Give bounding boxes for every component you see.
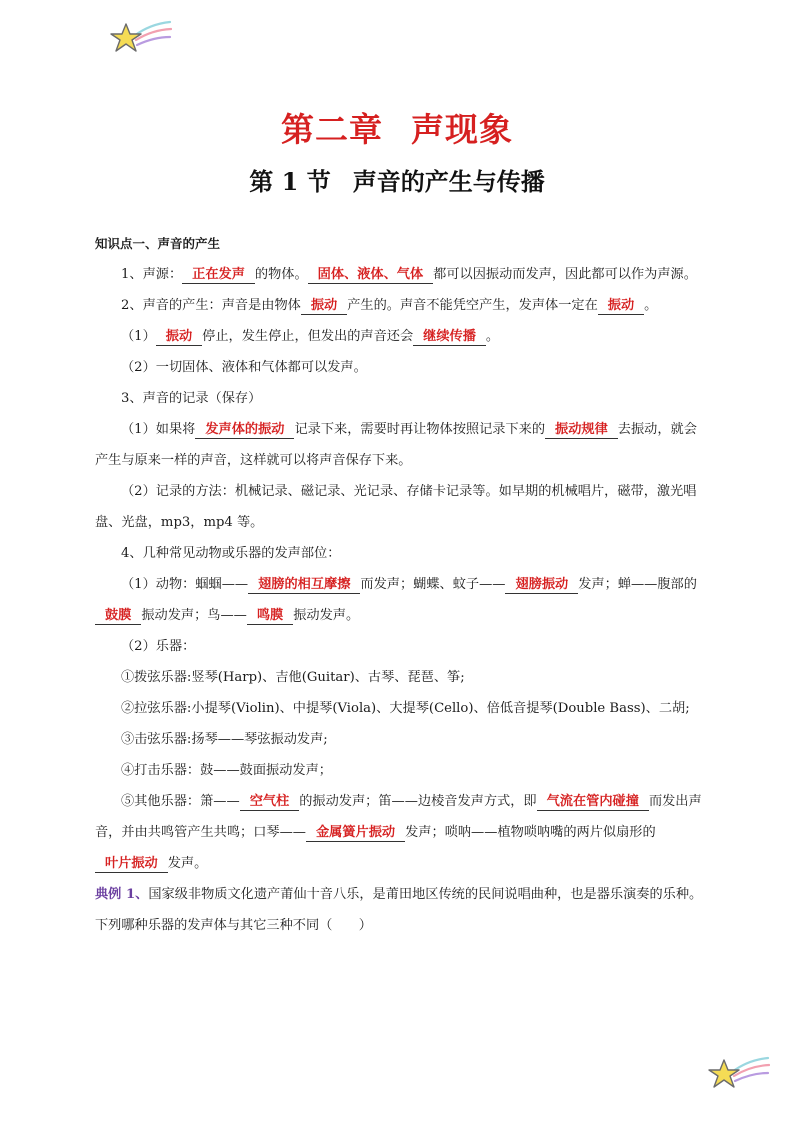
text: 。 <box>485 329 500 344</box>
text: 1、声源： <box>121 267 183 282</box>
animals-paragraph <box>95 569 703 631</box>
other-instruments-item <box>95 786 703 879</box>
text: 停止，发生停止，但发出的声音还会 <box>202 329 414 344</box>
answer-blank: 正在发声 <box>182 266 255 284</box>
answer-blank: 振动规律 <box>545 421 618 439</box>
text: 发声；唢呐——植物唢呐嘴的两片似扇形的 <box>405 825 656 840</box>
text: 振动发声；鸟—— <box>141 608 247 623</box>
answer-blank: 振动 <box>156 328 202 346</box>
answer-blank: 固体、液体、气体 <box>308 266 434 284</box>
text: 而发声；蝴蝶、蚊子—— <box>360 577 506 592</box>
text: 振动发声。 <box>293 608 360 623</box>
answer-blank: 金属簧片振动 <box>306 824 405 842</box>
recording-paragraph <box>95 414 703 476</box>
chapter-number: 第二章 <box>281 110 383 149</box>
answer-blank: 翅膀的相互摩擦 <box>248 576 360 594</box>
text: 去振动，就会产生与原来一样的声音，这样就可以将声音保存下来。 <box>95 422 697 468</box>
percussion-item: ④打击乐器：鼓——鼓面振动发声； <box>121 763 332 778</box>
text: 发声。 <box>167 856 208 871</box>
text: 2、声音的产生：声音是由物体 <box>121 298 301 313</box>
sound-recording-heading: 3、声音的记录（保存） <box>121 391 262 406</box>
text: 发声；蝉——腹部的 <box>578 577 697 592</box>
sound-production-paragraph <box>95 290 703 321</box>
vibration-stop-paragraph <box>95 321 703 352</box>
text: 都可以因振动而发声，因此都可以作为声源。 <box>433 267 697 282</box>
example-label: 典例 1、 <box>95 887 149 902</box>
example-text: 国家级非物质文化遗产莆仙十音八乐，是莆田地区传统的民间说唱曲种，也是器乐演奏的乐种。下列哪种乐器的发声体与其它三种不同（ ） <box>95 887 703 933</box>
section-title <box>0 162 794 197</box>
text: 的振动发声；笛——边棱音发声方式，即 <box>299 794 537 809</box>
all-matter-paragraph: （2）一切固体、液体和气体都可以发声。 <box>121 360 367 375</box>
plucked-strings-item: ①拨弦乐器:竖琴(Harp)、吉他(Guitar)、古琴、琵琶、筝; <box>121 670 465 685</box>
sound-source-paragraph <box>95 259 703 290</box>
answer-blank: 鸣膜 <box>247 607 293 625</box>
answer-blank: 叶片振动 <box>95 855 168 873</box>
answer-blank: 发声体的振动 <box>195 421 294 439</box>
section-number: 第 1 节 <box>249 167 331 196</box>
section-name: 声音的产生与传播 <box>352 167 545 196</box>
answer-blank: 振动 <box>598 297 644 315</box>
text: 。 <box>644 298 658 313</box>
text: （1） <box>121 329 156 344</box>
answer-blank: 继续传播 <box>413 328 486 346</box>
chapter-name: 声现象 <box>411 110 513 149</box>
answer-blank: 鼓膜 <box>95 607 141 625</box>
text: （1）动物：蝈蝈—— <box>121 577 249 592</box>
answer-blank: 翅膀振动 <box>505 576 578 594</box>
answer-blank: 气流在管内碰撞 <box>537 793 649 811</box>
text: 产生的。声音不能凭空产生，发声体一定在 <box>347 298 598 313</box>
instruments-heading: （2）乐器： <box>121 639 196 654</box>
document-body <box>95 228 703 941</box>
example-question <box>95 879 703 941</box>
sound-parts-heading: 4、几种常见动物或乐器的发声部位： <box>121 546 341 561</box>
recording-methods-paragraph: （2）记录的方法：机械记录、磁记录、光记录、存储卡记录等。如早期的机械唱片，磁带，激光唱盘、光盘，mp3，mp4 等。 <box>95 484 697 530</box>
shooting-star-icon <box>110 18 172 60</box>
text: ⑤其他乐器：箫—— <box>121 794 240 809</box>
answer-blank: 振动 <box>301 297 347 315</box>
text: 而发出声音，并由共鸣管产生共鸣；口琴—— <box>95 794 702 840</box>
struck-strings-item: ③击弦乐器:扬琴——琴弦振动发声; <box>121 732 328 747</box>
bowed-strings-item: ②拉弦乐器:小提琴(Violin)、中提琴(Viola)、大提琴(Cello)、倍低音提琴(Double Bass)、二胡; <box>121 701 690 716</box>
shooting-star-icon <box>708 1054 770 1096</box>
chapter-title <box>0 104 794 151</box>
answer-blank: 空气柱 <box>240 793 300 811</box>
knowledge-point-heading: 知识点一、声音的产生 <box>95 236 221 251</box>
text: 的物体。 <box>254 267 308 282</box>
text: 记录下来，需要时再让物体按照记录下来的 <box>294 422 546 437</box>
text: （1）如果将 <box>121 422 196 437</box>
